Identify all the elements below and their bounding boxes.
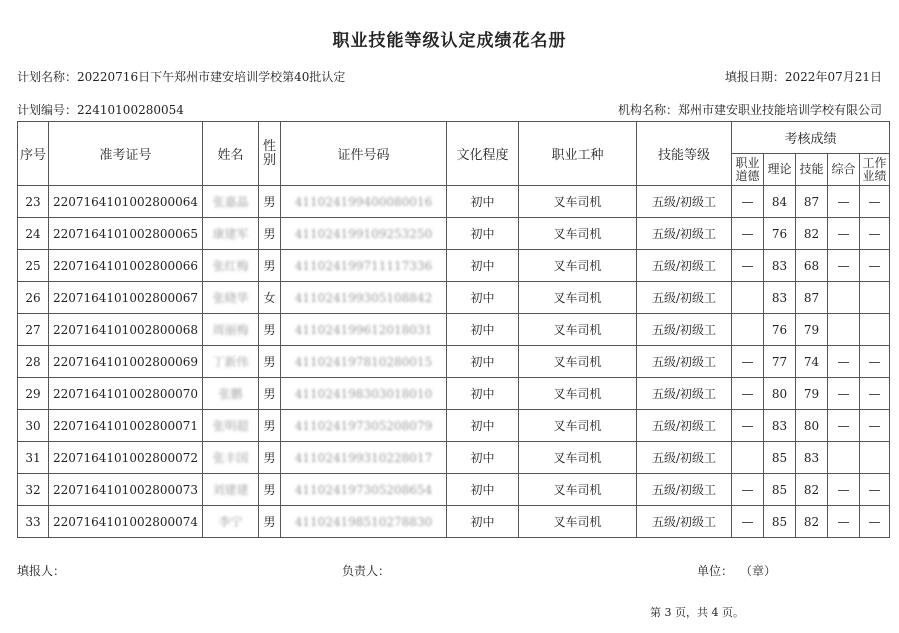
table-row <box>18 250 890 282</box>
table-row <box>18 218 890 250</box>
cell-comprehensive: — <box>828 218 860 250</box>
cell-ticket-number: 2207164101002800071 <box>49 410 203 442</box>
cell-name-redacted: 张晓华 <box>212 291 249 305</box>
cell-work: — <box>860 474 890 506</box>
cell-comprehensive: — <box>828 506 860 538</box>
cell-sex: 男 <box>259 346 281 378</box>
cell-sex: 男 <box>259 474 281 506</box>
cell-ethics: — <box>732 474 764 506</box>
cell-comprehensive: — <box>828 378 860 410</box>
col-header-id: 证件号码 <box>281 122 447 186</box>
cell-skill: 83 <box>796 442 828 474</box>
cell-ethics: — <box>732 346 764 378</box>
cell-sex: 男 <box>259 314 281 346</box>
cell-job: 叉车司机 <box>519 506 637 538</box>
col-header-skill: 技能 <box>796 154 828 186</box>
cell-id-number <box>281 186 447 218</box>
cell-education: 初中 <box>447 250 519 282</box>
cell-sex: 男 <box>259 218 281 250</box>
organization-name: 机构名称：郑州市建安职业技能培训学校有限公司 <box>617 103 882 117</box>
col-header-seq: 序号 <box>18 122 49 186</box>
cell-theory: 76 <box>764 218 796 250</box>
cell-seq: 23 <box>18 186 49 218</box>
table-row <box>18 186 890 218</box>
cell-id-number <box>281 314 447 346</box>
header-row <box>18 122 890 154</box>
cell-id-number <box>281 474 447 506</box>
cell-theory: 80 <box>764 378 796 410</box>
cell-name <box>203 378 259 410</box>
cell-ticket-number: 2207164101002800070 <box>49 378 203 410</box>
cell-comprehensive: — <box>828 250 860 282</box>
cell-job: 叉车司机 <box>519 442 637 474</box>
cell-ethics <box>732 314 764 346</box>
cell-name-redacted: 李宁 <box>218 515 243 529</box>
cell-skill: 79 <box>796 314 828 346</box>
table-row <box>18 506 890 538</box>
cell-education: 初中 <box>447 410 519 442</box>
cell-ticket-number: 2207164101002800068 <box>49 314 203 346</box>
col-header-theory: 理论 <box>764 154 796 186</box>
cell-id-number <box>281 346 447 378</box>
cell-name-redacted: 张鹏 <box>218 387 243 401</box>
cell-ethics: — <box>732 186 764 218</box>
cell-id-number <box>281 442 447 474</box>
cell-education: 初中 <box>447 506 519 538</box>
page-title: 职业技能等级认定成绩花名册 <box>332 31 567 51</box>
cell-name <box>203 186 259 218</box>
cell-theory: 85 <box>764 474 796 506</box>
cell-education: 初中 <box>447 282 519 314</box>
table-row <box>18 474 890 506</box>
cell-sex: 男 <box>259 410 281 442</box>
col-header-job: 职业工种 <box>519 122 637 186</box>
col-header-ticket: 准考证号 <box>49 122 203 186</box>
report-date: 填报日期：2022年07月21日 <box>724 70 882 84</box>
cell-seq: 25 <box>18 250 49 282</box>
cell-level: 五级/初级工 <box>637 282 732 314</box>
cell-name-redacted: 张嘉晶 <box>212 195 249 209</box>
cell-id-number-redacted: 411024199711117336 <box>294 258 433 273</box>
cell-ticket-number: 2207164101002800073 <box>49 474 203 506</box>
cell-id-number <box>281 410 447 442</box>
cell-ticket-number: 2207164101002800065 <box>49 218 203 250</box>
cell-sex: 女 <box>259 282 281 314</box>
cell-theory: 85 <box>764 442 796 474</box>
cell-education: 初中 <box>447 474 519 506</box>
cell-skill: 87 <box>796 282 828 314</box>
footer-seal: （章） <box>740 564 777 578</box>
cell-name-redacted: 张红梅 <box>212 259 249 273</box>
cell-id-number <box>281 506 447 538</box>
cell-job: 叉车司机 <box>519 378 637 410</box>
cell-job: 叉车司机 <box>519 218 637 250</box>
cell-seq: 32 <box>18 474 49 506</box>
cell-ethics: — <box>732 218 764 250</box>
cell-id-number <box>281 250 447 282</box>
cell-seq: 33 <box>18 506 49 538</box>
cell-work: — <box>860 346 890 378</box>
footer-unit: 单位： <box>697 564 734 578</box>
plan-name: 计划名称：20220716日下午郑州市建安培训学校第40批认定 <box>17 70 346 84</box>
cell-level: 五级/初级工 <box>637 378 732 410</box>
score-roster-table <box>17 121 890 538</box>
cell-job: 叉车司机 <box>519 250 637 282</box>
cell-name <box>203 506 259 538</box>
cell-name-redacted: 周丽梅 <box>212 323 249 337</box>
cell-work: — <box>860 378 890 410</box>
col-header-level: 技能等级 <box>637 122 732 186</box>
cell-education: 初中 <box>447 314 519 346</box>
plan-number: 计划编号：22410100280054 <box>17 103 184 117</box>
cell-job: 叉车司机 <box>519 474 637 506</box>
cell-name-redacted: 丁新伟 <box>212 355 249 369</box>
cell-level: 五级/初级工 <box>637 442 732 474</box>
cell-name <box>203 218 259 250</box>
cell-name-redacted: 康建军 <box>212 227 249 241</box>
cell-work: — <box>860 218 890 250</box>
cell-seq: 31 <box>18 442 49 474</box>
cell-theory: 83 <box>764 250 796 282</box>
cell-skill: 87 <box>796 186 828 218</box>
cell-ticket-number: 220716410100280006​4 <box>49 186 203 218</box>
cell-comprehensive: — <box>828 186 860 218</box>
cell-theory: 76 <box>764 314 796 346</box>
cell-id-number-redacted: 411024198303018010 <box>294 386 433 401</box>
cell-comprehensive: — <box>828 474 860 506</box>
cell-name <box>203 346 259 378</box>
cell-ethics <box>732 282 764 314</box>
cell-ethics: — <box>732 506 764 538</box>
cell-name <box>203 314 259 346</box>
page-indicator: 第 3 页，共 4 页。 <box>650 606 744 619</box>
cell-seq: 26 <box>18 282 49 314</box>
cell-skill: 79 <box>796 378 828 410</box>
cell-name-redacted: 刘建建 <box>212 483 249 497</box>
cell-name-redacted: 张明超 <box>212 419 249 433</box>
col-header-education: 文化程度 <box>447 122 519 186</box>
cell-skill: 82 <box>796 218 828 250</box>
cell-seq: 30 <box>18 410 49 442</box>
cell-work: — <box>860 506 890 538</box>
cell-education: 初中 <box>447 378 519 410</box>
cell-name-redacted: 张丰国 <box>212 451 249 465</box>
cell-job: 叉车司机 <box>519 410 637 442</box>
cell-id-number-redacted: 411024199612018031 <box>294 322 433 337</box>
cell-id-number-redacted: 411024197305208654 <box>294 482 433 497</box>
cell-id-number <box>281 218 447 250</box>
cell-id-number <box>281 282 447 314</box>
table-row <box>18 410 890 442</box>
cell-education: 初中 <box>447 218 519 250</box>
table-row <box>18 282 890 314</box>
cell-seq: 29 <box>18 378 49 410</box>
cell-skill: 82 <box>796 474 828 506</box>
cell-job: 叉车司机 <box>519 314 637 346</box>
cell-level: 五级/初级工 <box>637 314 732 346</box>
cell-ticket-number: 2207164101002800074 <box>49 506 203 538</box>
cell-theory: 83 <box>764 282 796 314</box>
col-header-sex: 性别 <box>259 122 281 186</box>
cell-job: 叉车司机 <box>519 346 637 378</box>
cell-comprehensive <box>828 442 860 474</box>
cell-level: 五级/初级工 <box>637 410 732 442</box>
footer-filler: 填报人： <box>17 564 66 578</box>
cell-theory: 85 <box>764 506 796 538</box>
cell-work: — <box>860 410 890 442</box>
cell-id-number-redacted: 411024198510278830 <box>294 514 433 529</box>
col-header-ethics: 职业道德 <box>732 154 764 186</box>
cell-ethics <box>732 442 764 474</box>
cell-level: 五级/初级工 <box>637 186 732 218</box>
cell-job: 叉车司机 <box>519 186 637 218</box>
cell-work: — <box>860 186 890 218</box>
cell-comprehensive: — <box>828 410 860 442</box>
cell-skill: 80 <box>796 410 828 442</box>
cell-seq: 28 <box>18 346 49 378</box>
cell-name <box>203 442 259 474</box>
cell-education: 初中 <box>447 442 519 474</box>
cell-id-number-redacted: 411024197305208079 <box>294 418 433 433</box>
cell-id-number-redacted: 411024199310228017 <box>294 450 433 465</box>
cell-level: 五级/初级工 <box>637 218 732 250</box>
cell-skill: 68 <box>796 250 828 282</box>
cell-sex: 男 <box>259 186 281 218</box>
cell-id-number-redacted: 411024199400080016 <box>294 194 433 209</box>
cell-sex: 男 <box>259 378 281 410</box>
cell-id-number-redacted: 411024199305108842 <box>294 290 433 305</box>
cell-comprehensive <box>828 314 860 346</box>
col-header-scores: 考核成绩 <box>732 122 890 154</box>
cell-sex: 男 <box>259 506 281 538</box>
table-row <box>18 314 890 346</box>
cell-work <box>860 442 890 474</box>
cell-skill: 74 <box>796 346 828 378</box>
table-row <box>18 346 890 378</box>
cell-seq: 27 <box>18 314 49 346</box>
cell-theory: 77 <box>764 346 796 378</box>
cell-ethics: — <box>732 250 764 282</box>
col-header-work: 工作业绩 <box>860 154 890 186</box>
cell-education: 初中 <box>447 346 519 378</box>
footer-manager: 负责人： <box>342 564 391 578</box>
cell-sex: 男 <box>259 250 281 282</box>
cell-name <box>203 474 259 506</box>
cell-theory: 83 <box>764 410 796 442</box>
cell-ethics: — <box>732 378 764 410</box>
cell-id-number-redacted: 411024197810280015 <box>294 354 433 369</box>
cell-level: 五级/初级工 <box>637 474 732 506</box>
cell-education: 初中 <box>447 186 519 218</box>
cell-level: 五级/初级工 <box>637 250 732 282</box>
cell-work <box>860 314 890 346</box>
cell-work: — <box>860 250 890 282</box>
col-header-comprehensive: 综合 <box>828 154 860 186</box>
cell-ethics: — <box>732 410 764 442</box>
cell-sex: 男 <box>259 442 281 474</box>
col-header-name: 姓名 <box>203 122 259 186</box>
cell-job: 叉车司机 <box>519 282 637 314</box>
cell-name <box>203 410 259 442</box>
cell-name <box>203 282 259 314</box>
cell-work <box>860 282 890 314</box>
cell-theory: 84 <box>764 186 796 218</box>
cell-ticket-number: 2207164101002800067 <box>49 282 203 314</box>
table-row <box>18 442 890 474</box>
cell-comprehensive <box>828 282 860 314</box>
cell-name <box>203 250 259 282</box>
cell-ticket-number: 2207164101002800066 <box>49 250 203 282</box>
cell-id-number-redacted: 411024199109253250 <box>294 226 433 241</box>
cell-comprehensive: — <box>828 346 860 378</box>
table-row <box>18 378 890 410</box>
cell-id-number <box>281 378 447 410</box>
cell-ticket-number: 2207164101002800072 <box>49 442 203 474</box>
cell-seq: 24 <box>18 218 49 250</box>
cell-level: 五级/初级工 <box>637 506 732 538</box>
cell-ticket-number: 2207164101002800069 <box>49 346 203 378</box>
cell-level: 五级/初级工 <box>637 346 732 378</box>
cell-skill: 82 <box>796 506 828 538</box>
